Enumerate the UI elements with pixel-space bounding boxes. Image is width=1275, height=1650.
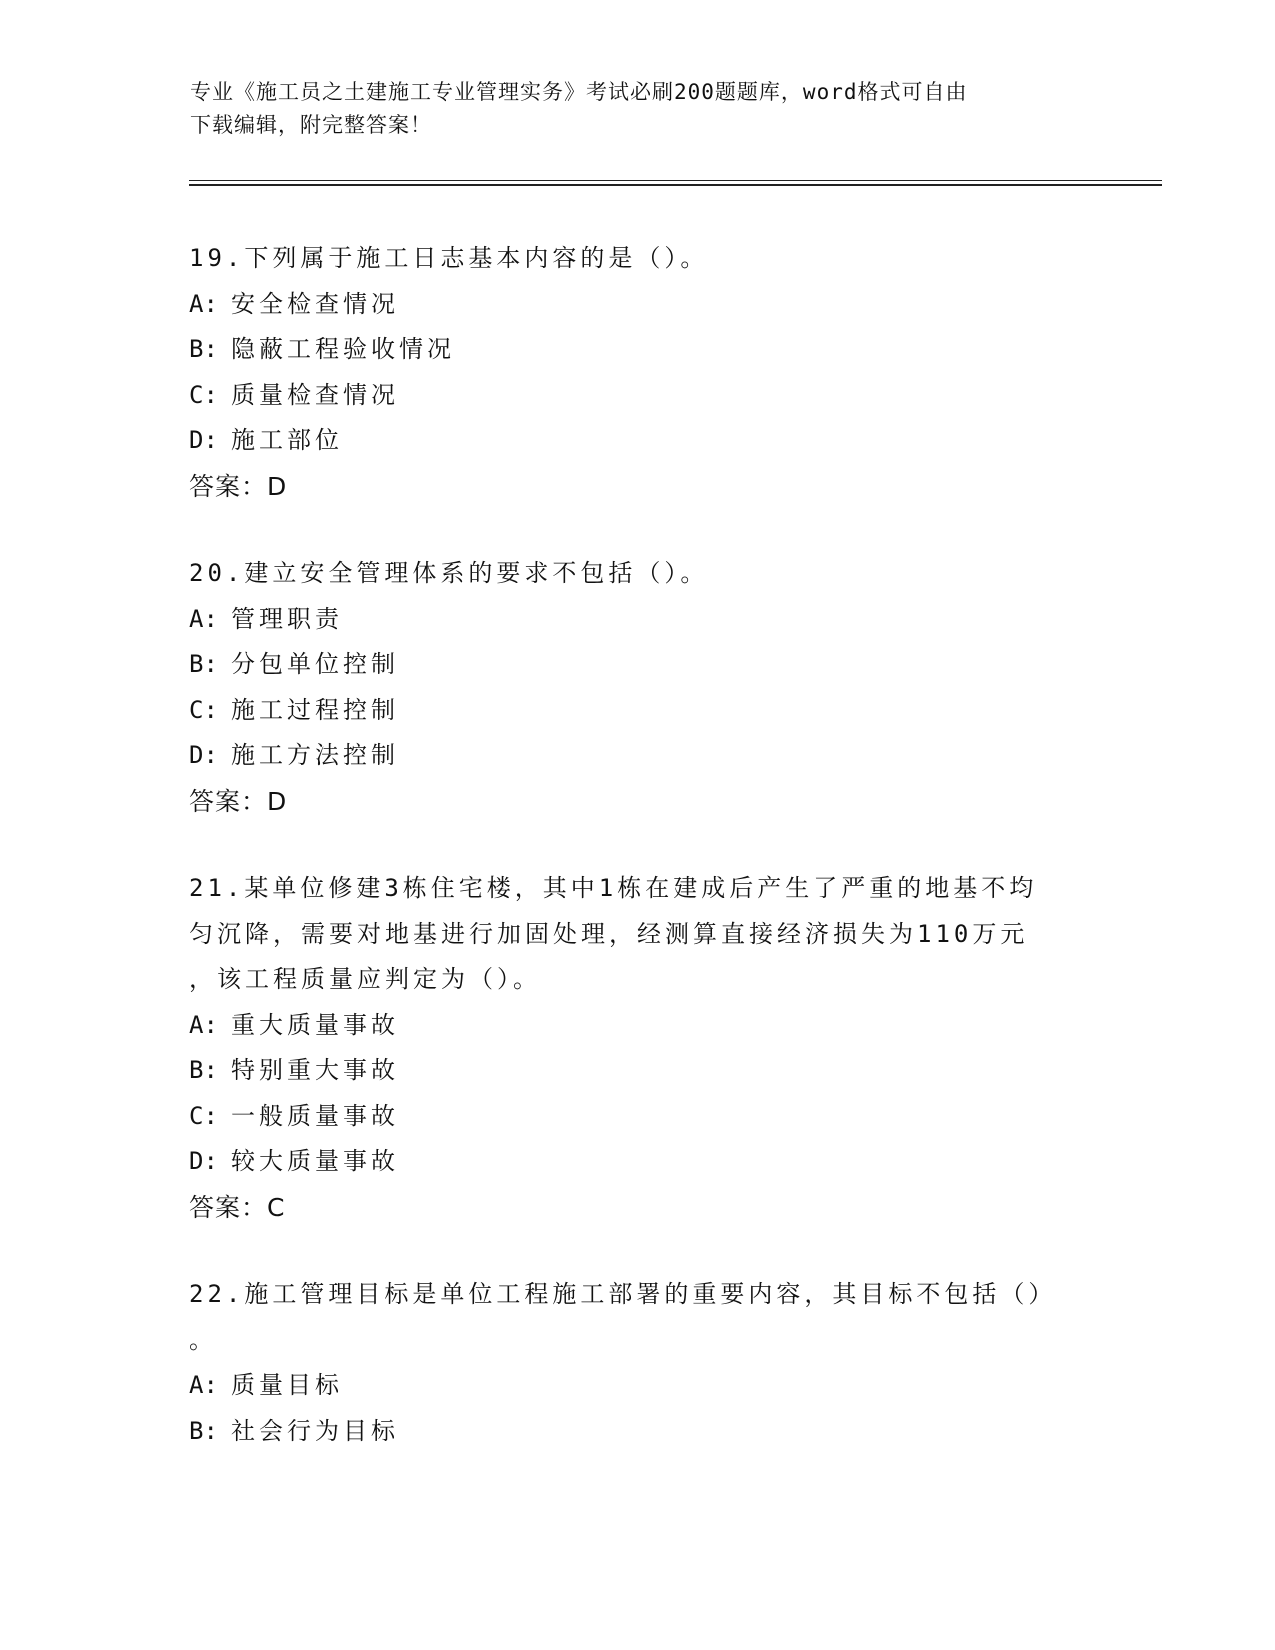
option-d — [189, 418, 1089, 464]
header-divider-thin — [189, 180, 1162, 181]
option-letter: A: — [189, 289, 218, 318]
option-letter: C: — [189, 695, 218, 724]
option-letter: B: — [189, 1416, 218, 1445]
option-text: 施工部位 — [231, 426, 343, 454]
option-letter: B: — [189, 650, 218, 678]
question-stem-line-1: 21.某单位修建3栋住宅楼，其中1栋在建成后产生了严重的地基不均 — [189, 874, 1038, 902]
question-stem: 20.建立安全管理体系的要求不包括（）。 — [189, 559, 709, 587]
option-d — [189, 1139, 1089, 1185]
question-20 — [189, 551, 1089, 824]
option-letter: D: — [189, 741, 218, 769]
option-text: 施工方法控制 — [231, 741, 399, 769]
option-d — [189, 733, 1089, 779]
document-header — [190, 76, 1090, 142]
header-line-1: 专业《施工员之土建施工专业管理实务》考试必刷200题题库，word格式可自由 — [190, 80, 968, 104]
question-stem-line-2: 匀沉降，需要对地基进行加固处理，经测算直接经济损失为110万元 — [189, 919, 1029, 948]
option-b — [189, 1048, 1089, 1094]
answer-label: 答案：D — [189, 471, 288, 501]
option-text: 社会行为目标 — [231, 1416, 399, 1445]
option-letter: B: — [189, 335, 218, 363]
option-text: 质量目标 — [231, 1371, 343, 1399]
option-text: 较大质量事故 — [231, 1147, 399, 1175]
option-text: 隐蔽工程验收情况 — [231, 335, 455, 363]
option-b — [189, 327, 1089, 373]
question-stem-line-1: 22.施工管理目标是单位工程施工部署的重要内容，其目标不包括（） — [189, 1280, 1057, 1308]
answer-label: 答案：C — [189, 1192, 286, 1222]
question-stem-line-2: 。 — [189, 1325, 217, 1354]
option-text: 一般质量事故 — [231, 1101, 399, 1130]
option-a — [189, 1363, 1089, 1409]
question-stem-line-3: ，该工程质量应判定为（）。 — [189, 965, 541, 993]
option-text: 分包单位控制 — [231, 650, 399, 678]
option-letter: A: — [189, 604, 218, 633]
question-19 — [189, 236, 1089, 509]
question-22 — [189, 1272, 1089, 1454]
option-letter: A: — [189, 1010, 218, 1039]
option-letter: D: — [189, 1147, 218, 1175]
option-letter: D: — [189, 426, 218, 454]
option-text: 特别重大事故 — [231, 1056, 399, 1084]
option-a — [189, 1003, 1089, 1049]
header-line-2: 下载编辑，附完整答案！ — [190, 113, 432, 137]
option-text: 质量检查情况 — [231, 380, 399, 409]
option-b — [189, 642, 1089, 688]
answer-label: 答案：D — [189, 786, 288, 816]
option-c — [189, 688, 1089, 734]
option-a — [189, 282, 1089, 328]
option-letter: A: — [189, 1371, 218, 1399]
option-text: 施工过程控制 — [231, 695, 399, 724]
option-a — [189, 597, 1089, 643]
option-text: 管理职责 — [231, 604, 343, 633]
question-stem: 19.下列属于施工日志基本内容的是（）。 — [189, 244, 709, 272]
option-letter: C: — [189, 1101, 218, 1130]
option-text: 安全检查情况 — [231, 289, 399, 318]
option-letter: C: — [189, 380, 218, 409]
question-21 — [189, 866, 1089, 1230]
option-letter: B: — [189, 1056, 218, 1084]
option-text: 重大质量事故 — [231, 1010, 399, 1039]
option-c — [189, 1094, 1089, 1140]
option-c — [189, 373, 1089, 419]
header-divider-thick — [189, 184, 1162, 186]
option-b — [189, 1409, 1089, 1455]
question-list — [189, 236, 1089, 1496]
